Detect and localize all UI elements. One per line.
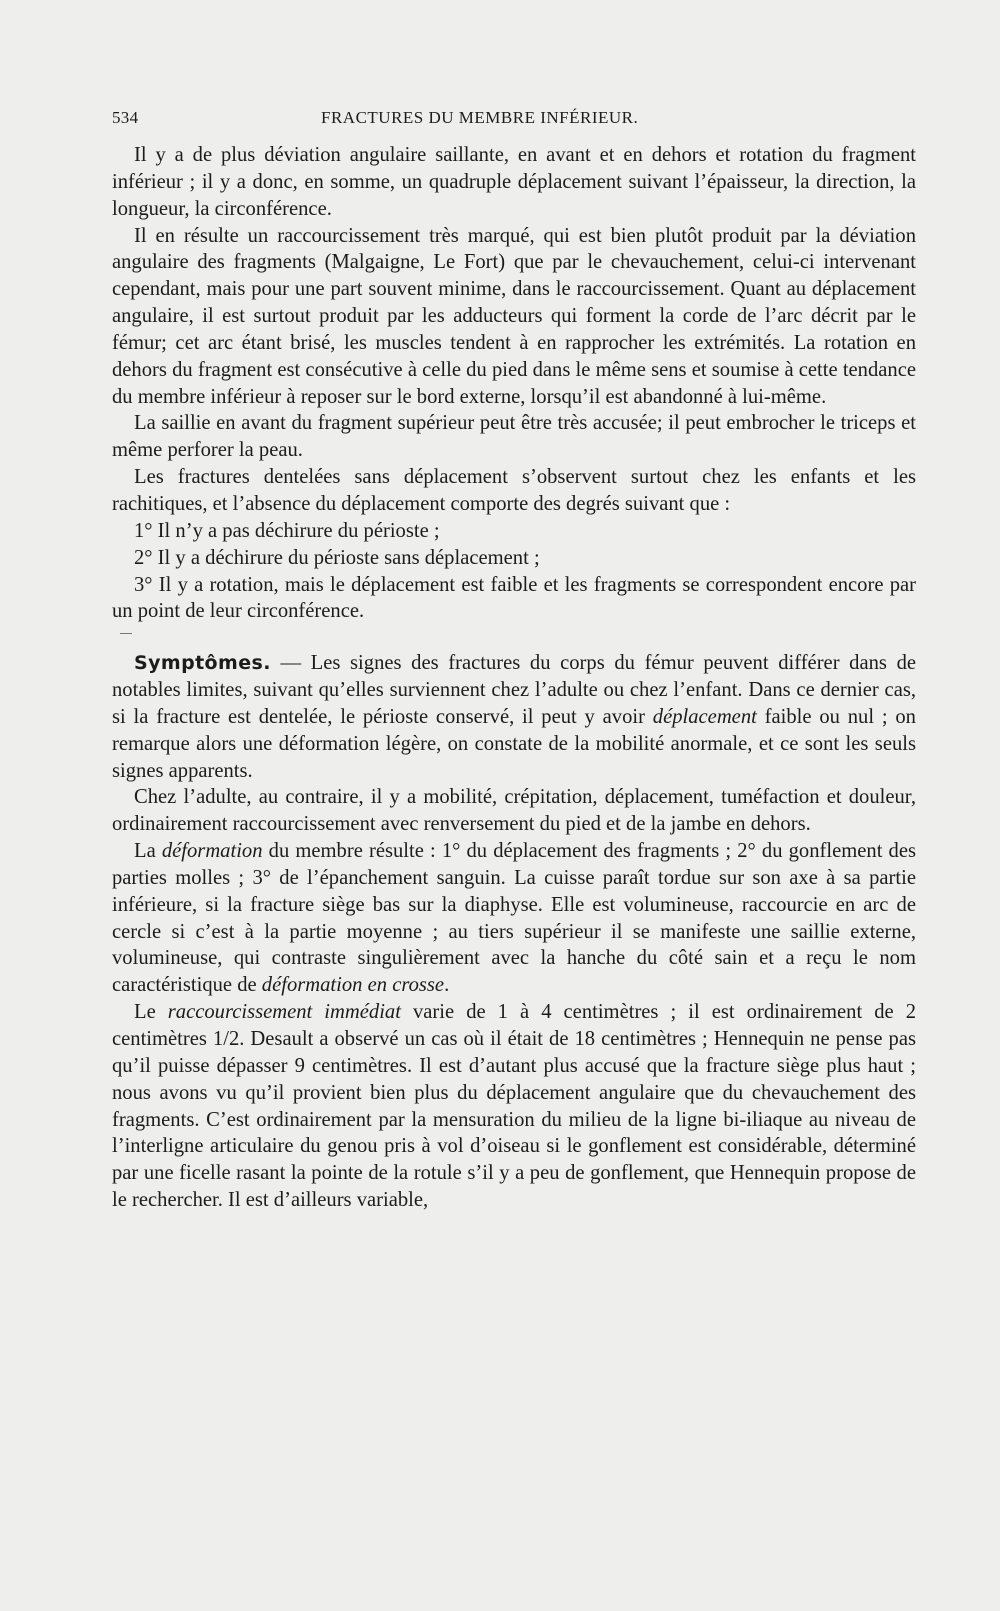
shortening-text-a: Le [134,1001,168,1024]
page-number: 534 [112,108,139,127]
separator-dash [120,633,132,634]
shortening-text-b: varie de 1 à 4 centimètres ; il est ordinairement de 2 centimètres 1/2. Desault a observé un cas où il était de 18 centimètres ; Hennequin ne pense pas qu’il puisse dépasser 9 centimètres. Il est d’autant plus accusé que la fracture siège plus haut ; nous avons vu qu’il provient bien plus du déplacement angulaire que du chevauchement des fragments. C’est ordinairement par la mensuration du milieu de la ligne bi-iliaque au niveau de l’interligne articulaire du genou pris à vol d’oiseau si le gonflement est considérable, déterminé par une ficelle rasant la pointe de la rotule s’il y a peu de gonflement, que Hennequin propose de le rechercher. Il est d’ailleurs variable, [112,1001,916,1212]
paragraph-shortening: Il en résulte un raccourcissement très marqué, qui est bien plutôt produit par la déviation angulaire des fragments (Malgaigne, Le Fort) que par le chevauchement, celui-ci intervenant cependant, mais pour une part souvent minime, dans le raccourcissement. Quant au déplacement angulaire, il est surtout produit par les adducteurs qui forment la corde de l’arc décrit par le fémur; cet arc étant brisé, les muscles tendent à en rapprocher les extrémités. La rotation en dehors du fragment est consécutive à celle du pied dans le même sens et soumise à cette tendance du membre inférieur à reposer sur le bord externe, lorsqu’il est abandonné à lui-même. [112,224,916,408]
section-heading: Symptômes. [134,652,271,675]
crosse-emphasis: déformation en crosse [261,974,445,997]
paragraph-adult: Chez l’adulte, au contraire, il y a mobilité, crépitation, déplacement, tuméfaction et douleur, ordinairement raccourcissement avec renversement du pied et de la jambe en dehors. [112,786,916,836]
paragraph-symptoms [112,650,916,784]
paragraph-immediate-shortening [112,999,916,1214]
deformation-text-a: La [134,840,162,863]
deformation-text-b: du membre résulte : 1° du déplacement des fragments ; 2° du gonflement des parties molles ; 3° de l’épanchement sanguin. La cuisse paraît tordue sur son axe à sa partie inférieure, si la fracture siège bas sur la diaphyse. Elle est volumineuse, raccourcie en arc de cercle si c’est à la partie moyenne ; au tiers supérieur il se manifeste une saillie externe, volumineuse, qui contraste singulièrement avec la hanche du côté sain et a reçu le nom caractéristique de [112,840,916,997]
running-title: FRACTURES DU MEMBRE INFÉRIEUR. [321,108,639,127]
deformation-text-c: . [444,974,450,997]
section-separator [112,625,916,650]
list-item-2: 2° Il y a déchirure du périoste sans déplacement ; [134,546,540,569]
deformation-emphasis: déformation [161,840,263,863]
symptoms-text-b: faible ou nul ; on remarque alors une déformation légère, on constate de la mobilité anormale, et ce sont les seuls signes apparents. [112,705,916,782]
paragraph-projection: La saillie en avant du fragment supérieur peut être très accusée; il peut embrocher le triceps et même perforer la peau. [112,412,916,462]
paragraph-deviation: Il y a de plus déviation angulaire saillante, en avant et en dehors et rotation du fragment inférieur ; il y a donc, en somme, un quadruple déplacement suivant l’épaisseur, la direction, la longueur, la circonférence. [112,144,916,220]
list-item-1: 1° Il n’y a pas déchirure du périoste ; [134,519,440,542]
paragraph-deformation [112,838,916,999]
paragraph-toothed-fractures: Les fractures dentelées sans déplacement s’observent surtout chez les enfants et les rachitiques, et l’absence du déplacement comporte des degrés suivant que : [112,466,916,515]
symptoms-emphasis: déplacement [652,705,757,728]
body-text [112,142,916,1214]
shortening-emphasis: raccourcissement immédiat [167,1001,401,1024]
list-item-3: 3° Il y a rotation, mais le déplacement est faible et les fragments se correspondent encore par un point de leur circonférence. [112,573,916,623]
symptoms-text-a: — Les signes des fractures du corps du fémur peuvent différer dans de notables limites, suivant qu’elles surviennent chez l’adulte ou chez l’enfant. Dans ce dernier cas, si la fracture est dentelée, le périoste conservé, il peut y avoir [112,652,916,728]
